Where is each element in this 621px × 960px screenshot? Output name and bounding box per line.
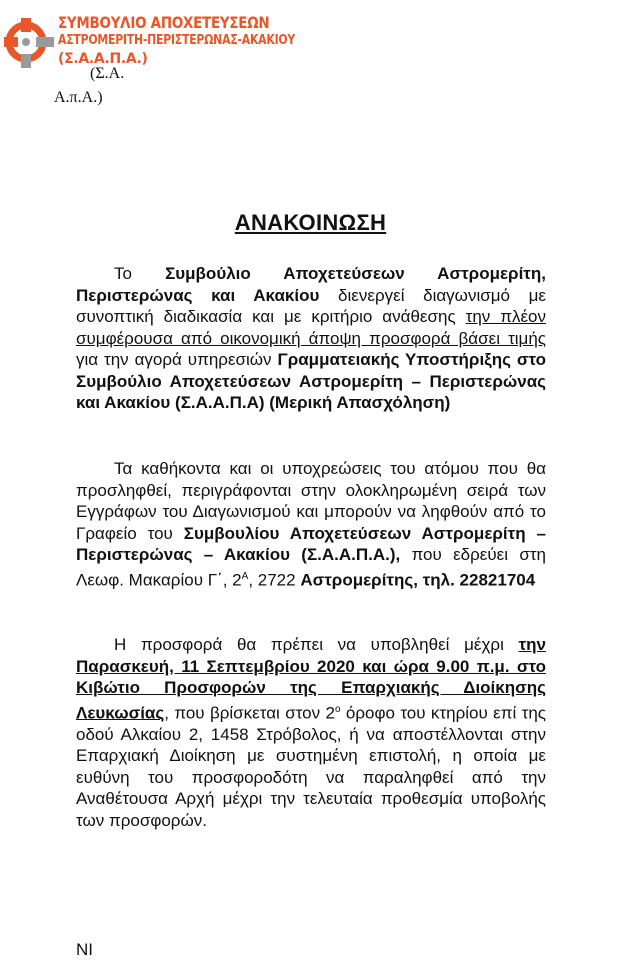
p1-bold1: Συμβούλιο Αποχετεύσεων Αστρομερίτη, Περιστερώνας και Ακακίου (76, 264, 546, 305)
title-text: ΑΝΑΚΟΙΝΩΣΗ (234, 210, 387, 235)
p3-text3: όροφο του κτηρίου επί της οδού Αλκαίου 2, 1458 Στρόβολος, ή να αποστέλλονται στην Επαρχιακή Διοίκηση με συστημένη επιστολή, η οποία με ευθύνη του προσφοροδότη να παραληφθεί από την Αναθέτουσα Αρχή μέχρι την τελευταία προθεσμία υποβολής των προσφορών. (76, 703, 546, 830)
org-abbreviation (54, 62, 124, 110)
paragraph-3 (76, 634, 546, 831)
paragraph-2 (76, 458, 546, 591)
p2-sup: Α (241, 570, 249, 582)
p1-underline: την πλέον συμφέρουσα από οικονομική άποψη προσφορά βάσει τιμής (76, 307, 547, 348)
p2-bold1: Συμβουλίου Αποχετεύσεων Αστρομερίτη – Περιστερώνας – Ακακίου (Σ.Α.Α.Π.Α.), (76, 523, 546, 564)
p2-bold2: Αστρομερίτης, τηλ. 22821704 (300, 570, 536, 590)
p2-text2: που εδρεύει στη Λεωφ. Μακαρίου Γ΄, 2 (76, 545, 546, 590)
abbr-line1: (Σ.Α. (90, 65, 125, 82)
p1-text1: Το (114, 264, 166, 283)
p1-text3: για την αγορά υπηρεσιών (76, 350, 278, 369)
org-name-line2: ΑΣΤΡΟΜΕΡΙΤΗ-ΠΕΡΙΣΤΕΡΩΝΑΣ-ΑΚΑΚΙΟΥ (58, 33, 296, 48)
p3-text1: Η προσφορά θα πρέπει να υποβληθεί μέχρι (114, 635, 519, 654)
announcement-title (0, 210, 621, 236)
paragraph-1 (76, 263, 546, 414)
org-name-line1: ΣΥΜΒΟΥΛΙΟ ΑΠΟΧΕΤΕΥΣΕΩΝ (58, 13, 270, 32)
org-name-line3: (Σ.Α.Α.Π.Α.) (58, 51, 148, 67)
p2-text3: , 2722 (248, 570, 301, 590)
footer-mark: NI (76, 940, 93, 959)
p2-text1: Τα καθήκοντα και οι υποχρεώσεις του ατόμου που θα προσληφθεί, περιγράφονται στην ολοκληρωμένη σειρά των Εγγράφων του Διαγωνισμού και μπορούν να ληφθούν από το Γραφείο του (76, 459, 546, 543)
p3-bold-underline: την Παρασκευή, 11 Σεπτεμβρίου 2020 και ώρα 9.00 π.μ. στο Κιβώτιο Προσφορών της Επαρχιακής Διοίκησης Λευκωσίας (76, 635, 546, 723)
p1-text2: διενεργεί διαγωνισμό με συνοπτική διαδικασία και με κριτήριο ανάθεσης (76, 285, 547, 326)
p3-text2: , που βρίσκεται στον 2 (164, 703, 335, 723)
organization-name (58, 14, 340, 68)
p3-sup: ο (334, 703, 341, 715)
p1-bold2: Γραμματειακής Υποστήριξης στο Συμβούλιο Αποχετεύσεων Αστρομερίτη – Περιστερώνας και Ακακίου (Σ.Α.Α.Π.Α) (Μερική Απασχόληση) (76, 350, 546, 412)
abbr-line2: Α.π.Α.) (54, 89, 103, 106)
organization-logo (4, 14, 304, 76)
sewage-pipe-logo-icon (4, 18, 54, 70)
